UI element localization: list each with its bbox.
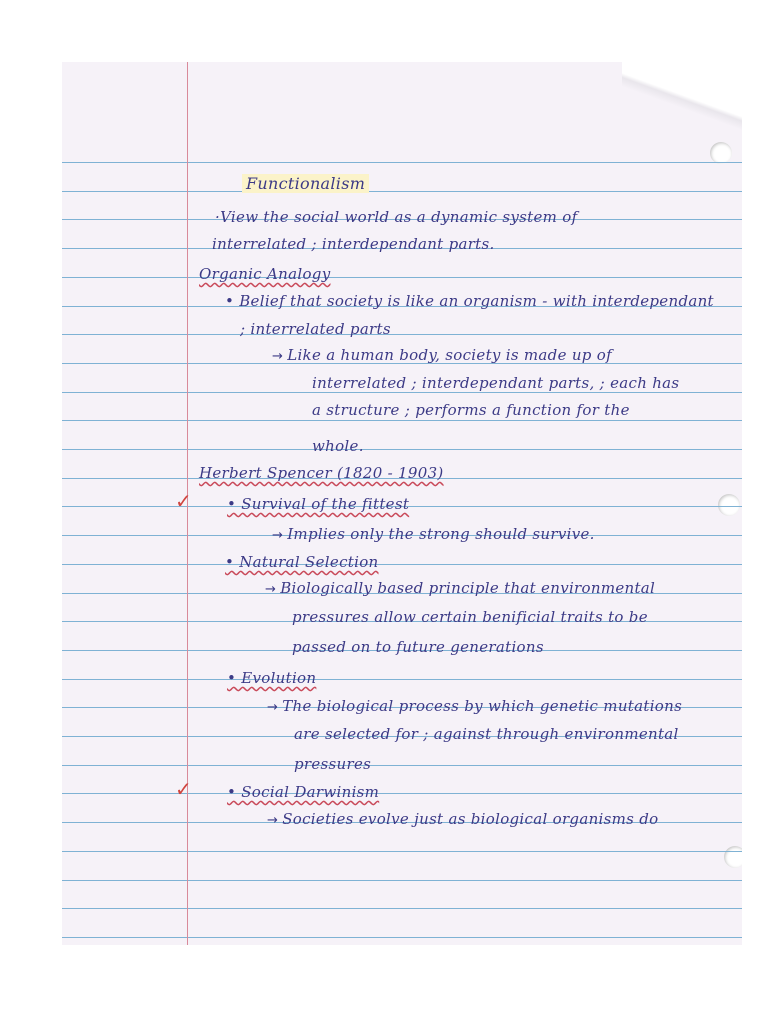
check-mark-icon: ✓ bbox=[175, 489, 192, 513]
note-line bbox=[312, 374, 679, 392]
notebook-page bbox=[62, 62, 742, 945]
ruled-line bbox=[62, 793, 742, 794]
arrow-icon: → bbox=[267, 700, 279, 715]
note-line bbox=[312, 437, 364, 455]
note-line-text: pressures allow certain benificial traits to be bbox=[292, 608, 648, 626]
ruled-line bbox=[62, 334, 742, 335]
note-line bbox=[265, 579, 655, 597]
note-line-text: Implies only the strong should survive. bbox=[287, 525, 595, 543]
binder-hole bbox=[710, 142, 732, 164]
bullet-topic: • Evolution bbox=[227, 669, 317, 687]
ruled-line bbox=[62, 162, 742, 163]
section-heading: Organic Analogy bbox=[199, 265, 331, 283]
note-line bbox=[267, 810, 658, 828]
note-line bbox=[292, 638, 544, 656]
note-line bbox=[215, 208, 577, 226]
bullet-topic: • Social Darwinism bbox=[227, 783, 380, 801]
bullet-topic: • Natural Selection bbox=[225, 553, 379, 571]
ruled-line bbox=[62, 564, 742, 565]
note-line bbox=[272, 525, 595, 543]
binder-hole bbox=[724, 846, 742, 868]
note-line bbox=[225, 292, 714, 310]
note-line bbox=[272, 346, 612, 364]
note-line bbox=[294, 755, 371, 773]
note-line-text: • Belief that society is like an organism - with interdependant bbox=[225, 292, 714, 310]
note-line-text: The biological process by which genetic mutations bbox=[282, 697, 683, 715]
note-line-text: whole. bbox=[312, 437, 364, 455]
note-line-text: pressures bbox=[294, 755, 372, 773]
section-heading: Herbert Spencer (1820 - 1903) bbox=[199, 464, 444, 482]
note-line-text: ·View the social world as a dynamic system of bbox=[215, 208, 578, 226]
note-line-text: a structure ; performs a function for the bbox=[312, 401, 630, 419]
note-line bbox=[292, 608, 648, 626]
note-line bbox=[212, 235, 495, 253]
check-mark-icon: ✓ bbox=[175, 777, 192, 801]
ruled-line bbox=[62, 880, 742, 881]
note-line bbox=[240, 320, 391, 338]
ruled-line bbox=[62, 851, 742, 852]
ruled-line bbox=[62, 765, 742, 766]
ruled-line bbox=[62, 420, 742, 421]
ruled-line bbox=[62, 449, 742, 450]
ruled-line bbox=[62, 937, 742, 938]
note-line-text: interrelated ; interdependant parts, ; each has bbox=[312, 374, 680, 392]
arrow-icon: → bbox=[272, 528, 284, 543]
arrow-icon: → bbox=[265, 582, 277, 597]
binder-hole bbox=[718, 494, 740, 516]
ruled-line bbox=[62, 277, 742, 278]
page-corner-fold bbox=[622, 62, 742, 132]
arrow-icon: → bbox=[272, 349, 284, 364]
ruled-line bbox=[62, 191, 742, 192]
note-line bbox=[267, 697, 682, 715]
ruled-line bbox=[62, 908, 742, 909]
ruled-line bbox=[62, 679, 742, 680]
note-line-text: Societies evolve just as biological organisms do bbox=[282, 810, 659, 828]
page-title: Functionalism bbox=[242, 174, 369, 193]
note-line-text: interrelated ; interdependant parts. bbox=[212, 235, 495, 253]
note-line-text: are selected for ; against through environmental bbox=[294, 725, 679, 743]
note-line-text: ; interrelated parts bbox=[240, 320, 391, 338]
note-line bbox=[294, 725, 679, 743]
note-line-text: passed on to future generations bbox=[292, 638, 544, 656]
arrow-icon: → bbox=[267, 813, 279, 828]
bullet-topic: • Survival of the fittest bbox=[227, 495, 410, 513]
note-line-text: Biologically based principle that environmental bbox=[280, 579, 656, 597]
note-line-text: Like a human body, society is made up of bbox=[287, 346, 612, 364]
note-line bbox=[312, 401, 630, 419]
